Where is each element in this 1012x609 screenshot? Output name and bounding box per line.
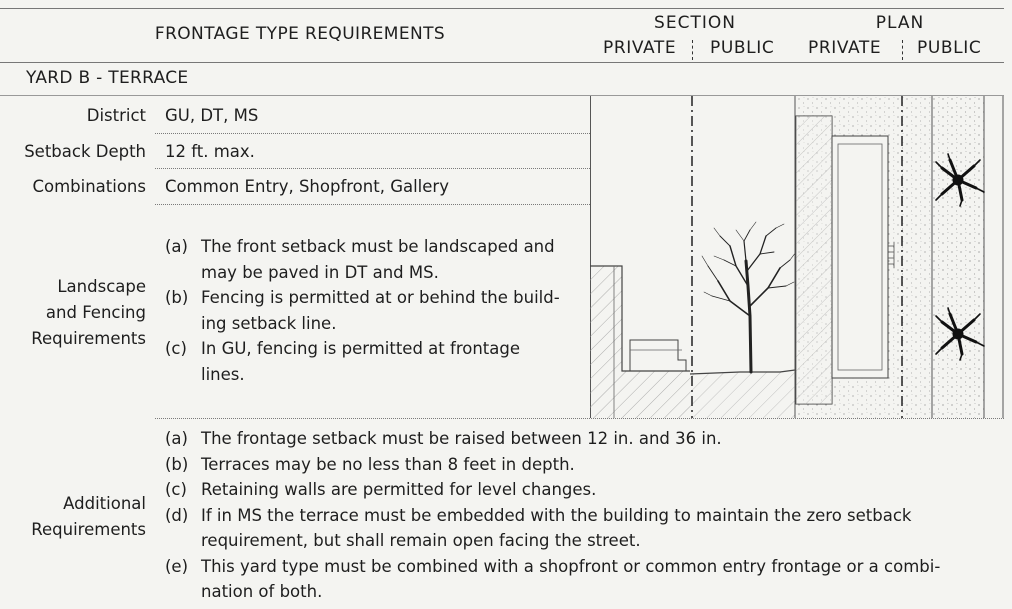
district-label: District (86, 106, 146, 125)
list-item (165, 554, 1005, 605)
list-text: This yard type must be combined with a shopfront or common entry frontage or a combi- (201, 556, 941, 576)
plan-private-label: PRIVATE (808, 38, 882, 58)
list-text: ing setback line. (201, 313, 337, 333)
list-text: Terraces may be no less than 8 feet in depth. (201, 454, 575, 474)
list-item (165, 477, 1005, 503)
combinations-value: Common Entry, Shopfront, Gallery (165, 177, 449, 196)
table-title: FRONTAGE TYPE REQUIREMENTS (154, 24, 446, 44)
list-text: Fencing is permitted at or behind the build- (201, 288, 560, 307)
additional-label-line-2: Requirements (31, 520, 146, 539)
plan-sidewalk (932, 96, 984, 418)
section-view (590, 96, 796, 418)
setback-rule (155, 168, 590, 169)
plan-public-label: PUBLIC (917, 38, 982, 58)
list-marker: (a) (165, 429, 188, 448)
additional-list (165, 426, 1005, 605)
list-item (165, 234, 595, 285)
list-marker: (b) (165, 454, 189, 474)
plan-building-tint (796, 116, 832, 404)
list-marker: (c) (165, 339, 187, 358)
combinations-rule (155, 204, 590, 205)
landscape-label-line-3: Requirements (31, 329, 146, 348)
list-marker: (b) (165, 288, 189, 307)
section-divider-dashes-header (692, 40, 693, 60)
list-item (165, 285, 595, 336)
list-text: may be paved in DT and MS. (201, 262, 439, 282)
section-public-label: PUBLIC (710, 38, 775, 58)
landscape-rule (155, 418, 1004, 419)
section-tree (702, 222, 796, 372)
list-text: In GU, fencing is permitted at frontage (201, 339, 520, 358)
section-sidewalk-hatch (690, 371, 795, 418)
list-marker: (c) (165, 480, 187, 499)
additional-label (0, 491, 146, 543)
landscape-list (165, 234, 595, 387)
landscape-label-line-1: Landscape (57, 277, 146, 296)
list-text: Retaining walls are permitted for level changes. (201, 480, 597, 499)
section-private-label: PRIVATE (603, 38, 677, 58)
landscape-label (0, 274, 146, 352)
list-marker: (e) (165, 556, 189, 576)
list-marker: (a) (165, 237, 188, 256)
list-text: nation of both. (201, 582, 323, 601)
plan-heading: PLAN (875, 13, 925, 33)
section-building-hatch (590, 266, 690, 418)
setback-value: 12 ft. max. (165, 142, 255, 161)
setback-label: Setback Depth (24, 142, 146, 161)
district-rule (155, 133, 590, 134)
combinations-label: Combinations (32, 177, 146, 196)
additional-label-line-1: Additional (63, 494, 146, 513)
list-marker: (d) (165, 505, 189, 525)
list-item (165, 426, 1005, 452)
landscape-label-line-2: and Fencing (45, 303, 146, 322)
plan-divider-dashes-header (902, 40, 903, 60)
section-heading: SECTION (654, 13, 736, 33)
list-text: If in MS the terrace must be embedded with the building to maintain the zero setback (201, 505, 912, 525)
header-bottom-rule (0, 62, 1004, 63)
list-item (165, 336, 595, 387)
frontage-diagram (590, 96, 1004, 418)
list-text: requirement, but shall remain open facing the street. (201, 531, 641, 550)
list-item (165, 452, 1005, 478)
list-item (165, 503, 1005, 554)
top-rule (0, 8, 1004, 9)
yard-title: YARD B - TERRACE (26, 68, 189, 88)
section-steps (630, 340, 686, 371)
plan-terrace (832, 136, 888, 378)
list-text: The frontage setback must be raised between 12 in. and 36 in. (201, 429, 722, 448)
plan-view (796, 96, 1004, 418)
list-text: lines. (201, 364, 245, 384)
plan-street (985, 96, 1004, 418)
district-value: GU, DT, MS (165, 106, 259, 125)
list-text: The front setback must be landscaped and (201, 237, 555, 256)
